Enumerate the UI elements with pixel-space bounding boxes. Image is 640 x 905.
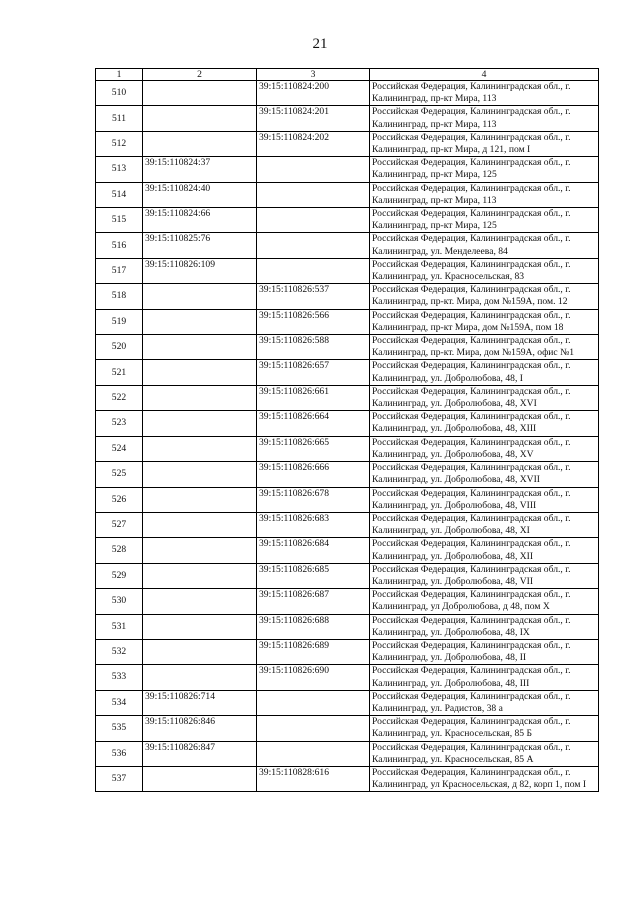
cadastral-number-land: [143, 766, 257, 791]
cadastral-number-building: [257, 182, 370, 207]
table-row: [96, 538, 599, 563]
address-cell: Российская Федерация, Калининградская обл., г. Калининград, ул. Добролюбова, 48, XVII: [370, 462, 599, 487]
table-row: [96, 182, 599, 207]
address-cell: Российская Федерация, Калининградская обл., г. Калининград, ул. Добролюбова, 48, IX: [370, 614, 599, 639]
cadastral-number-building: 39:15:110826:537: [257, 284, 370, 309]
cadastral-number-land: [143, 385, 257, 410]
cadastral-number-building: [257, 741, 370, 766]
table-row: [96, 462, 599, 487]
address-cell: Российская Федерация, Калининградская обл., г. Калининград, пр-кт Мира, 113: [370, 81, 599, 106]
header-row: [96, 69, 599, 81]
table-row: [96, 512, 599, 537]
row-number: 520: [96, 335, 143, 360]
address-cell: Российская Федерация, Калининградская обл., г. Калининград, ул. Добролюбова, 48, XI: [370, 512, 599, 537]
table-row: [96, 131, 599, 156]
table-row: [96, 284, 599, 309]
cadastral-number-land: [143, 284, 257, 309]
cadastral-number-land: [143, 512, 257, 537]
row-number: 514: [96, 182, 143, 207]
address-cell: Российская Федерация, Калининградская обл., г. Калининград, ул Добролюбова, д 48, пом X: [370, 589, 599, 614]
col-header-1: 1: [96, 69, 143, 81]
cadastral-number-building: 39:15:110826:684: [257, 538, 370, 563]
row-number: 517: [96, 258, 143, 283]
row-number: 535: [96, 716, 143, 741]
address-cell: Российская Федерация, Калининградская обл., г. Калининград, пр-кт Мира, дом №159А, пом 18: [370, 309, 599, 334]
row-number: 511: [96, 106, 143, 131]
address-cell: Российская Федерация, Калининградская обл., г. Калининград, ул. Добролюбова, 48, II: [370, 639, 599, 664]
cadastral-number-land: 39:15:110824:40: [143, 182, 257, 207]
address-cell: Российская Федерация, Калининградская обл., г. Калининград, пр-кт. Мира, дом №159А, офис №1: [370, 335, 599, 360]
cadastral-number-building: 39:15:110824:201: [257, 106, 370, 131]
row-number: 532: [96, 639, 143, 664]
row-number: 523: [96, 411, 143, 436]
cadastral-number-building: 39:15:110826:689: [257, 639, 370, 664]
cadastral-number-land: [143, 335, 257, 360]
cadastral-number-building: [257, 258, 370, 283]
cadastral-number-building: 39:15:110826:678: [257, 487, 370, 512]
cadastral-number-land: 39:15:110826:846: [143, 716, 257, 741]
cadastral-number-land: [143, 665, 257, 690]
address-cell: Российская Федерация, Калининградская обл., г. Калининград, ул. Добролюбова, 48, XV: [370, 436, 599, 461]
cadastral-number-land: [143, 462, 257, 487]
page-number: 21: [312, 36, 328, 52]
row-number: 526: [96, 487, 143, 512]
row-number: 534: [96, 690, 143, 715]
row-number: 536: [96, 741, 143, 766]
cadastral-number-land: [143, 639, 257, 664]
table-row: [96, 411, 599, 436]
row-number: 530: [96, 589, 143, 614]
table-row: [96, 665, 599, 690]
table-row: [96, 81, 599, 106]
cadastral-number-land: [143, 563, 257, 588]
cadastral-number-land: [143, 309, 257, 334]
table-row: [96, 639, 599, 664]
address-cell: Российская Федерация, Калининградская обл., г. Калининград, ул. Добролюбова, 48, XIII: [370, 411, 599, 436]
address-cell: Российская Федерация, Калининградская обл., г. Калининград, ул. Менделеева, 84: [370, 233, 599, 258]
table-row: [96, 385, 599, 410]
address-cell: Российская Федерация, Калининградская обл., г. Калининград, ул. Добролюбова, 48, I: [370, 360, 599, 385]
cadastral-number-land: [143, 614, 257, 639]
table-row: [96, 487, 599, 512]
address-cell: Российская Федерация, Калининградская обл., г. Калининград, пр-кт Мира, 125: [370, 157, 599, 182]
cadastral-number-building: 39:15:110826:657: [257, 360, 370, 385]
table-row: [96, 106, 599, 131]
cadastral-number-land: 39:15:110826:847: [143, 741, 257, 766]
col-header-4: 4: [370, 69, 599, 81]
cadastral-number-building: 39:15:110826:566: [257, 309, 370, 334]
address-cell: Российская Федерация, Калининградская обл., г. Калининград, ул. Добролюбова, 48, XII: [370, 538, 599, 563]
address-cell: Российская Федерация, Калининградская обл., г. Калининград, пр-кт Мира, д 121, пом I: [370, 131, 599, 156]
address-cell: Российская Федерация, Калининградская обл., г. Калининград, ул. Добролюбова, 48, VIII: [370, 487, 599, 512]
table-row: [96, 360, 599, 385]
address-cell: Российская Федерация, Калининградская обл., г. Калининград, ул. Радистов, 38 а: [370, 690, 599, 715]
table-row: [96, 741, 599, 766]
cadastral-number-building: 39:15:110826:687: [257, 589, 370, 614]
register-table: [95, 68, 599, 792]
address-cell: Российская Федерация, Калининградская обл., г. Калининград, ул. Добролюбова, 48, VII: [370, 563, 599, 588]
cadastral-number-land: [143, 360, 257, 385]
cadastral-number-land: [143, 487, 257, 512]
table-row: [96, 716, 599, 741]
row-number: 537: [96, 766, 143, 791]
cadastral-number-land: [143, 538, 257, 563]
address-cell: Российская Федерация, Калининградская обл., г. Калининград, ул. Добролюбова, 48, III: [370, 665, 599, 690]
address-cell: Российская Федерация, Калининградская обл., г. Калининград, пр-кт Мира, 113: [370, 106, 599, 131]
table-row: [96, 589, 599, 614]
row-number: 522: [96, 385, 143, 410]
cadastral-number-building: 39:15:110826:685: [257, 563, 370, 588]
row-number: 512: [96, 131, 143, 156]
cadastral-number-building: 39:15:110826:666: [257, 462, 370, 487]
row-number: 510: [96, 81, 143, 106]
cadastral-number-land: [143, 81, 257, 106]
cadastral-number-building: [257, 157, 370, 182]
row-number: 518: [96, 284, 143, 309]
table-row: [96, 208, 599, 233]
cadastral-number-land: 39:15:110826:714: [143, 690, 257, 715]
table-row: [96, 436, 599, 461]
cadastral-number-land: [143, 436, 257, 461]
cadastral-number-land: 39:15:110825:76: [143, 233, 257, 258]
cadastral-number-building: 39:15:110824:202: [257, 131, 370, 156]
address-cell: Российская Федерация, Калининградская обл., г. Калининград, пр-кт. Мира, дом №159А, пом. 12: [370, 284, 599, 309]
cadastral-number-land: [143, 589, 257, 614]
cadastral-number-building: [257, 690, 370, 715]
table-row: [96, 563, 599, 588]
row-number: 513: [96, 157, 143, 182]
row-number: 524: [96, 436, 143, 461]
row-number: 533: [96, 665, 143, 690]
table-row: [96, 258, 599, 283]
cadastral-number-land: 39:15:110824:37: [143, 157, 257, 182]
cadastral-number-building: [257, 208, 370, 233]
cadastral-number-building: 39:15:110826:688: [257, 614, 370, 639]
row-number: 516: [96, 233, 143, 258]
col-header-3: 3: [257, 69, 370, 81]
address-cell: Российская Федерация, Калининградская обл., г. Калининград, пр-кт Мира, 125: [370, 208, 599, 233]
cadastral-number-building: 39:15:110826:683: [257, 512, 370, 537]
cadastral-number-building: 39:15:110826:588: [257, 335, 370, 360]
table-row: [96, 157, 599, 182]
cadastral-number-building: [257, 716, 370, 741]
table-row: [96, 614, 599, 639]
address-cell: Российская Федерация, Калининградская обл., г. Калининград, ул Красносельская, д 82, корп 1, пом I: [370, 766, 599, 791]
col-header-2: 2: [143, 69, 257, 81]
cadastral-number-land: [143, 131, 257, 156]
row-number: 528: [96, 538, 143, 563]
cadastral-number-building: 39:15:110826:690: [257, 665, 370, 690]
table-row: [96, 690, 599, 715]
cadastral-number-land: 39:15:110824:66: [143, 208, 257, 233]
table-row: [96, 309, 599, 334]
cadastral-number-building: 39:15:110826:664: [257, 411, 370, 436]
cadastral-number-building: [257, 233, 370, 258]
address-cell: Российская Федерация, Калининградская обл., г. Калининград, ул. Добролюбова, 48, XVI: [370, 385, 599, 410]
cadastral-number-building: 39:15:110824:200: [257, 81, 370, 106]
table-row: [96, 233, 599, 258]
address-cell: Российская Федерация, Калининградская обл., г. Калининград, ул. Красносельская, 85 А: [370, 741, 599, 766]
row-number: 515: [96, 208, 143, 233]
row-number: 521: [96, 360, 143, 385]
table-row: [96, 335, 599, 360]
cadastral-number-building: 39:15:110828:616: [257, 766, 370, 791]
table-row: [96, 766, 599, 791]
cadastral-number-building: 39:15:110826:665: [257, 436, 370, 461]
row-number: 519: [96, 309, 143, 334]
row-number: 527: [96, 512, 143, 537]
cadastral-number-land: [143, 411, 257, 436]
row-number: 531: [96, 614, 143, 639]
cadastral-number-building: 39:15:110826:661: [257, 385, 370, 410]
row-number: 529: [96, 563, 143, 588]
address-cell: Российская Федерация, Калининградская обл., г. Калининград, ул. Красносельская, 85 Б: [370, 716, 599, 741]
row-number: 525: [96, 462, 143, 487]
cadastral-number-land: [143, 106, 257, 131]
address-cell: Российская Федерация, Калининградская обл., г. Калининград, ул. Красносельская, 83: [370, 258, 599, 283]
address-cell: Российская Федерация, Калининградская обл., г. Калининград, пр-кт Мира, 113: [370, 182, 599, 207]
cadastral-number-land: 39:15:110826:109: [143, 258, 257, 283]
